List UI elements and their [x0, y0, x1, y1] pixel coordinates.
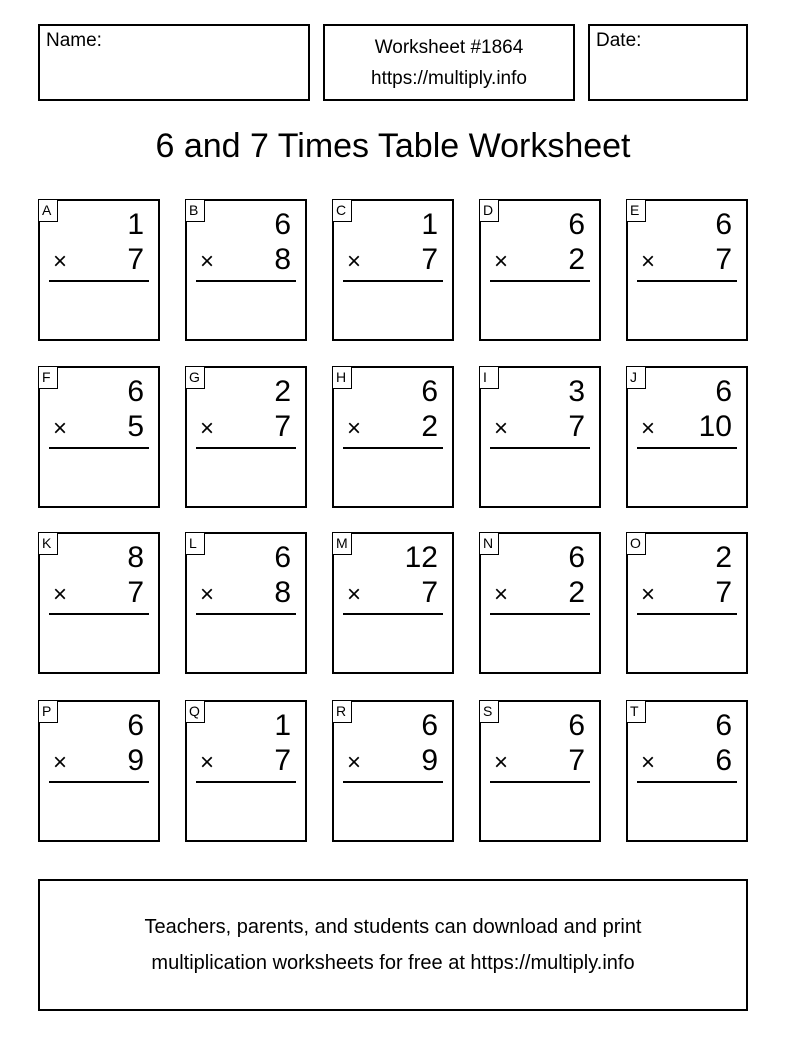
problem-multiplicand: 2	[715, 541, 732, 574]
multiply-sign: ×	[53, 749, 68, 776]
problem-card[interactable]	[185, 199, 307, 341]
problem-letter: O	[626, 532, 646, 555]
answer-line	[490, 781, 590, 783]
problem-multiplicand: 1	[127, 208, 144, 241]
multiply-sign: ×	[53, 581, 68, 608]
problem-multiplier: 10	[698, 410, 732, 443]
problem-card[interactable]	[185, 532, 307, 674]
answer-line	[490, 613, 590, 615]
problem-letter: H	[332, 366, 352, 389]
answer-line	[196, 613, 296, 615]
answer-line	[637, 613, 737, 615]
multiply-sign: ×	[641, 749, 656, 776]
problem-letter: M	[332, 532, 352, 555]
problem-multiplier: 7	[715, 576, 732, 609]
multiply-sign: ×	[200, 749, 215, 776]
page-title: 6 and 7 Times Table Worksheet	[155, 127, 631, 165]
problem-card[interactable]	[332, 199, 454, 341]
worksheet-number: Worksheet #1864	[374, 37, 524, 58]
answer-line	[637, 280, 737, 282]
problem-multiplicand: 8	[127, 541, 144, 574]
problem-letter: J	[626, 366, 646, 389]
problem-card[interactable]	[38, 532, 160, 674]
problem-multiplicand: 1	[421, 208, 438, 241]
answer-line	[49, 781, 149, 783]
problem-multiplier: 2	[568, 243, 585, 276]
problem-letter: B	[185, 199, 205, 222]
problem-card[interactable]	[626, 199, 748, 341]
problem-multiplier: 7	[421, 576, 438, 609]
problem-letter: A	[38, 199, 58, 222]
problem-multiplicand: 2	[274, 375, 291, 408]
problem-multiplier: 7	[127, 243, 144, 276]
multiply-sign: ×	[347, 749, 362, 776]
answer-line	[343, 280, 443, 282]
problem-multiplicand: 6	[715, 208, 732, 241]
multiply-sign: ×	[494, 749, 509, 776]
problem-multiplicand: 6	[568, 541, 585, 574]
problem-multiplier: 8	[274, 243, 291, 276]
problem-multiplier: 7	[568, 744, 585, 777]
multiply-sign: ×	[641, 581, 656, 608]
answer-line	[343, 447, 443, 449]
answer-line	[343, 781, 443, 783]
problem-letter: R	[332, 700, 352, 723]
problem-card[interactable]	[332, 700, 454, 842]
answer-line	[490, 447, 590, 449]
answer-line	[196, 280, 296, 282]
problem-multiplicand: 3	[568, 375, 585, 408]
multiply-sign: ×	[53, 248, 68, 275]
problem-letter: T	[626, 700, 646, 723]
footer-box	[38, 879, 748, 1011]
problem-multiplier: 6	[715, 744, 732, 777]
multiply-sign: ×	[347, 581, 362, 608]
problem-multiplicand: 1	[274, 709, 291, 742]
answer-line	[49, 280, 149, 282]
problem-card[interactable]	[626, 700, 748, 842]
problem-multiplicand: 6	[568, 208, 585, 241]
problem-card[interactable]	[479, 700, 601, 842]
problem-multiplicand: 6	[421, 709, 438, 742]
problem-letter: N	[479, 532, 499, 555]
name-label: Name:	[46, 30, 102, 51]
problem-multiplicand: 6	[715, 709, 732, 742]
multiply-sign: ×	[494, 415, 509, 442]
answer-line	[637, 447, 737, 449]
problem-card[interactable]	[479, 199, 601, 341]
multiply-sign: ×	[494, 248, 509, 275]
footer-line-2: multiplication worksheets for free at https://multiply.info	[151, 952, 635, 974]
answer-line	[343, 613, 443, 615]
problem-multiplicand: 6	[568, 709, 585, 742]
date-box[interactable]	[588, 24, 748, 101]
problem-multiplier: 7	[568, 410, 585, 443]
answer-line	[637, 781, 737, 783]
problem-multiplicand: 6	[421, 375, 438, 408]
name-box[interactable]	[38, 24, 310, 101]
problem-multiplier: 5	[127, 410, 144, 443]
problem-multiplier: 8	[274, 576, 291, 609]
problem-multiplier: 2	[568, 576, 585, 609]
problem-card[interactable]	[626, 532, 748, 674]
problem-card[interactable]	[38, 366, 160, 508]
multiply-sign: ×	[641, 248, 656, 275]
problem-multiplier: 7	[715, 243, 732, 276]
answer-line	[490, 280, 590, 282]
problem-multiplier: 7	[127, 576, 144, 609]
problem-card[interactable]	[185, 366, 307, 508]
problem-multiplier: 7	[274, 410, 291, 443]
multiply-sign: ×	[347, 415, 362, 442]
answer-line	[196, 447, 296, 449]
multiply-sign: ×	[494, 581, 509, 608]
worksheet-info-box	[323, 24, 575, 101]
problem-multiplicand: 6	[127, 709, 144, 742]
problem-letter: S	[479, 700, 499, 723]
problem-card[interactable]	[626, 366, 748, 508]
date-label: Date:	[596, 30, 642, 51]
problem-card[interactable]	[479, 532, 601, 674]
problem-letter: C	[332, 199, 352, 222]
problem-letter: L	[185, 532, 205, 555]
problem-multiplier: 9	[421, 744, 438, 777]
problem-letter: K	[38, 532, 58, 555]
problem-multiplier: 7	[421, 243, 438, 276]
multiply-sign: ×	[200, 248, 215, 275]
problem-letter: F	[38, 366, 58, 389]
problem-card[interactable]	[332, 532, 454, 674]
problem-card[interactable]	[332, 366, 454, 508]
answer-line	[49, 447, 149, 449]
multiply-sign: ×	[641, 415, 656, 442]
problem-multiplicand: 6	[127, 375, 144, 408]
problem-letter: G	[185, 366, 205, 389]
problem-multiplicand: 12	[404, 541, 438, 574]
answer-line	[196, 781, 296, 783]
multiply-sign: ×	[347, 248, 362, 275]
multiply-sign: ×	[200, 415, 215, 442]
problem-letter: D	[479, 199, 499, 222]
multiply-sign: ×	[200, 581, 215, 608]
problem-multiplicand: 6	[274, 541, 291, 574]
problem-letter: E	[626, 199, 646, 222]
problem-card[interactable]	[479, 366, 601, 508]
problem-card[interactable]	[38, 700, 160, 842]
answer-line	[49, 613, 149, 615]
problem-multiplier: 9	[127, 744, 144, 777]
problem-card[interactable]	[38, 199, 160, 341]
worksheet-url: https://multiply.info	[371, 68, 527, 89]
multiply-sign: ×	[53, 415, 68, 442]
footer-line-1: Teachers, parents, and students can download and print	[144, 916, 642, 938]
problem-letter: I	[479, 366, 499, 389]
problem-card[interactable]	[185, 700, 307, 842]
problem-multiplicand: 6	[274, 208, 291, 241]
problem-letter: P	[38, 700, 58, 723]
problem-letter: Q	[185, 700, 205, 723]
problem-multiplicand: 6	[715, 375, 732, 408]
problem-multiplier: 2	[421, 410, 438, 443]
problem-multiplier: 7	[274, 744, 291, 777]
